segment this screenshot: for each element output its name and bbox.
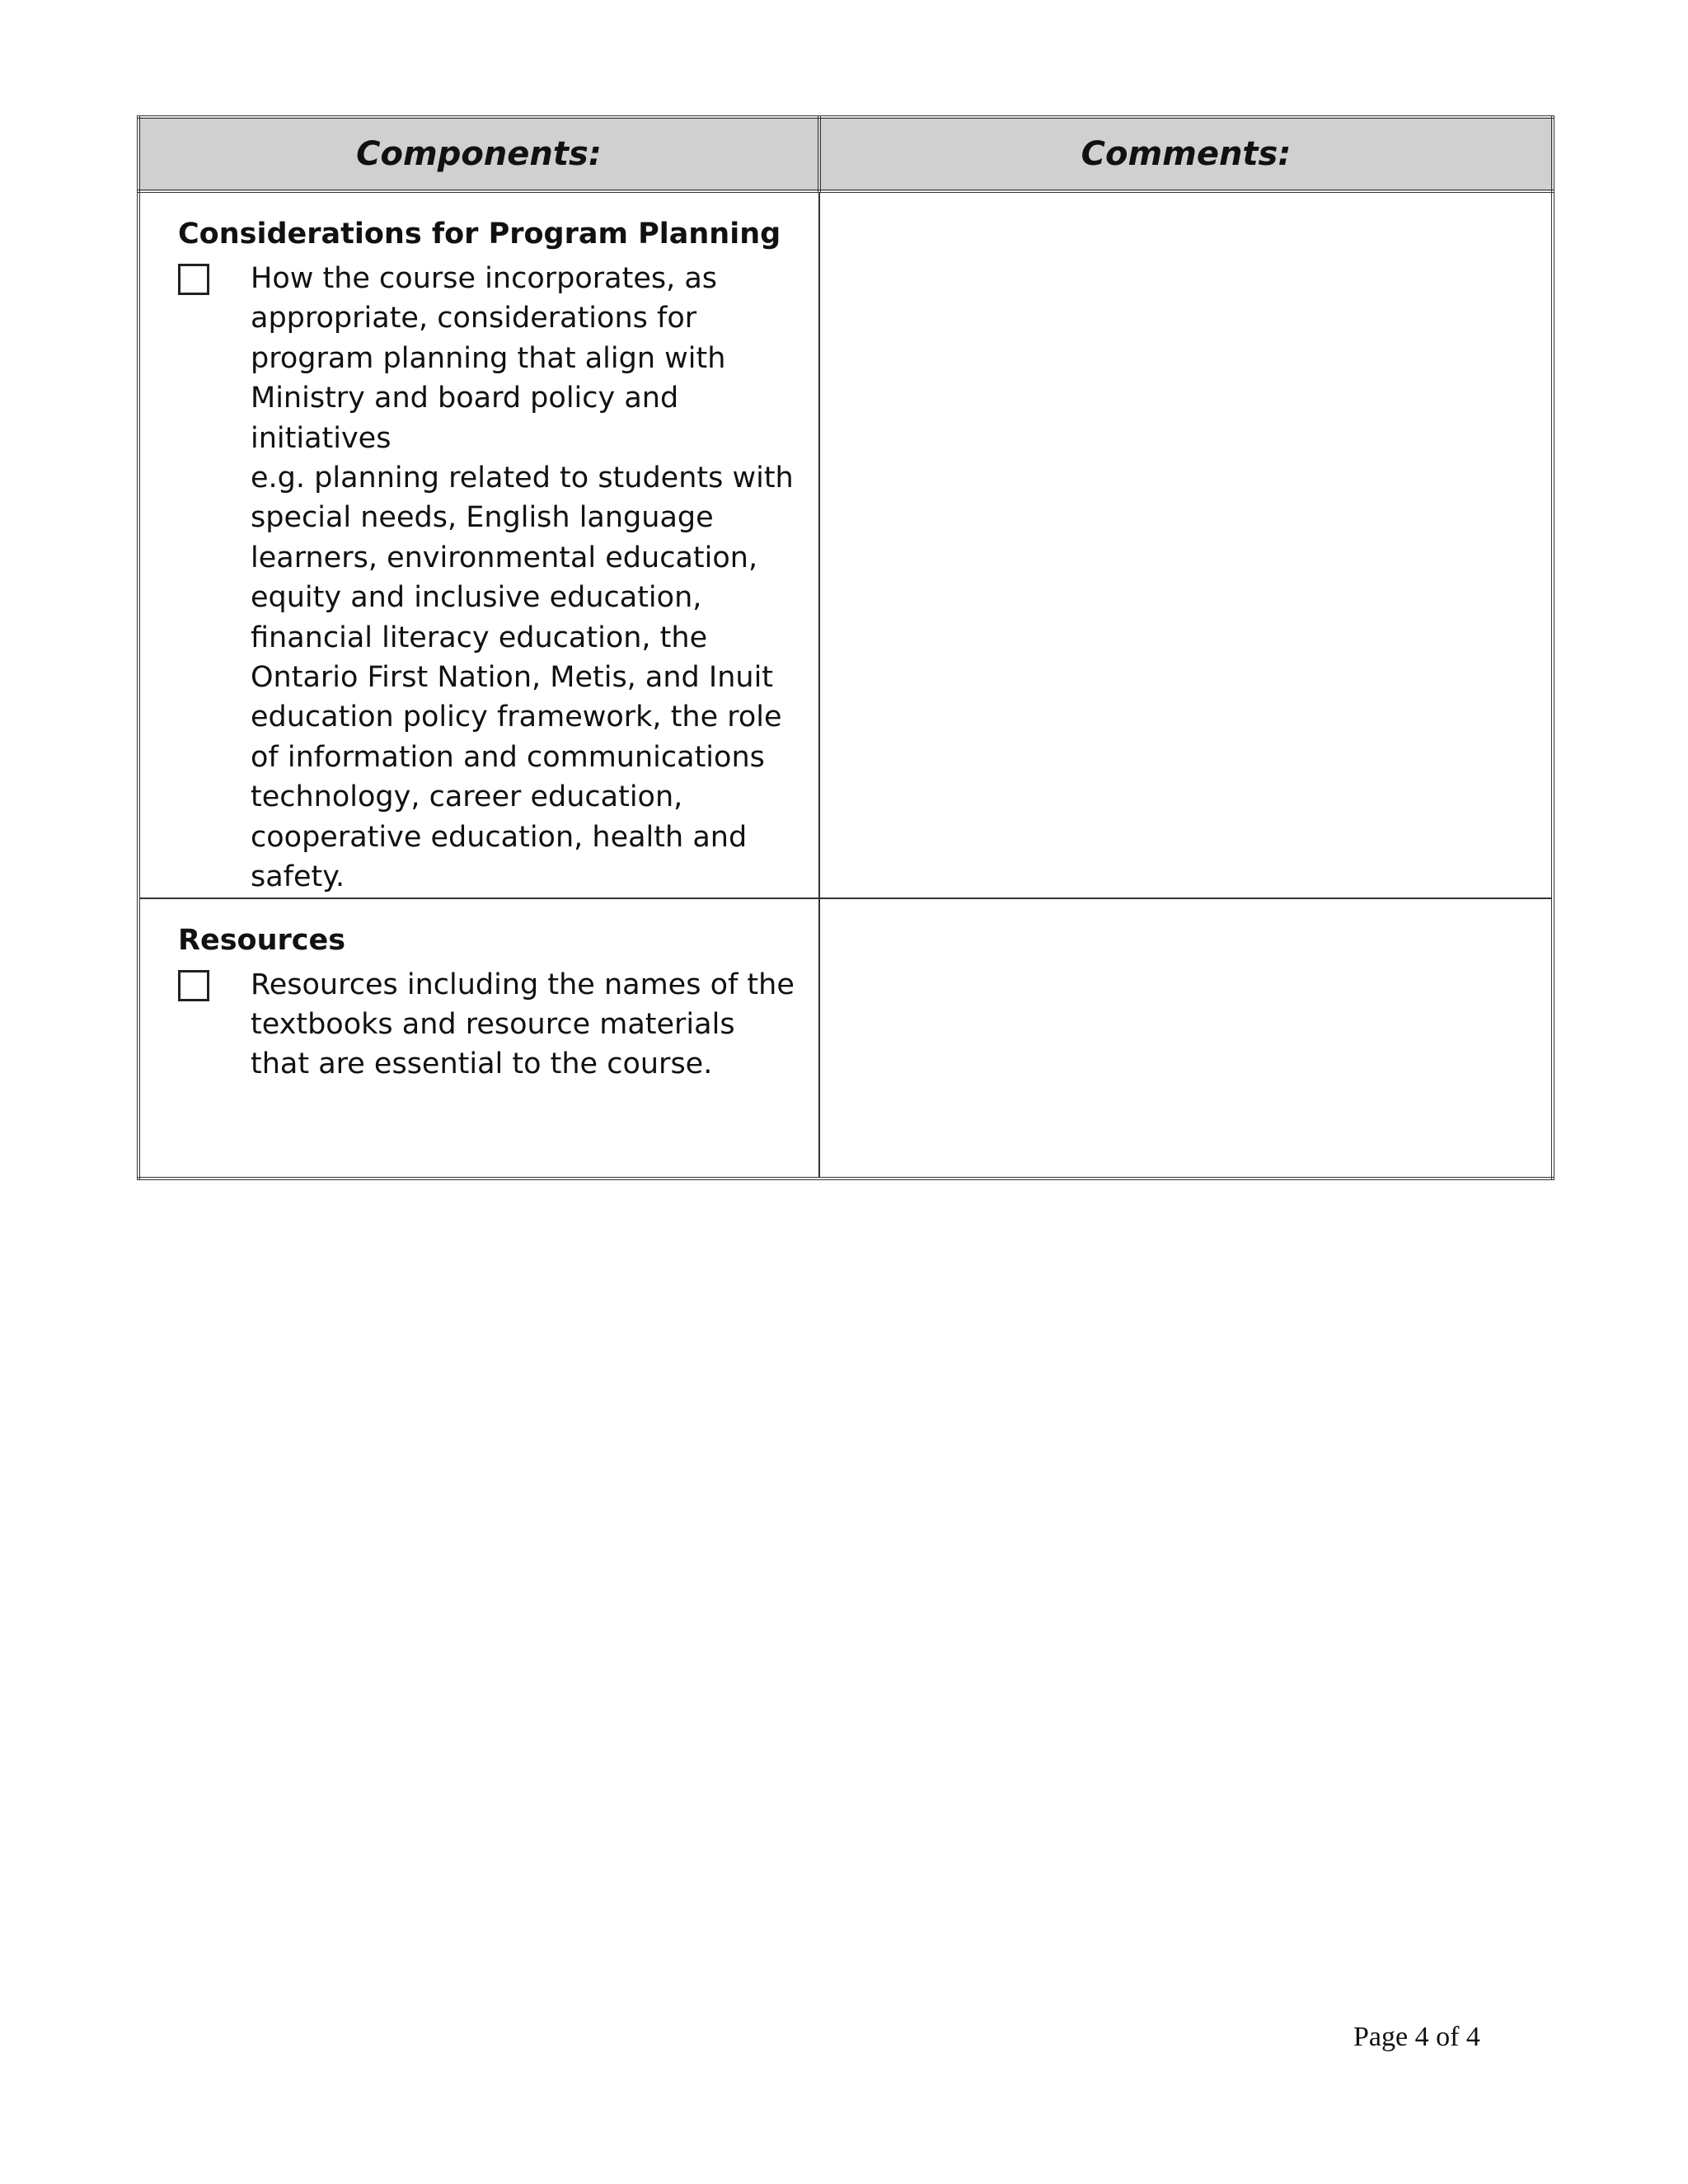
item-description: How the course incorporates, as appropriate, considerations for program planning that align with Ministry and board policy and initiatives bbox=[251, 262, 726, 455]
checklist-item-program-planning bbox=[178, 259, 802, 898]
table-header-row bbox=[138, 117, 1553, 191]
checklist-item-text bbox=[251, 259, 802, 898]
component-cell-resources bbox=[138, 898, 819, 1179]
component-cell-program-planning bbox=[138, 191, 819, 898]
checklist-item-resources bbox=[178, 965, 802, 1085]
checkbox-resources[interactable] bbox=[178, 970, 209, 1001]
checkbox-program-planning[interactable] bbox=[178, 264, 209, 295]
table-row bbox=[138, 898, 1553, 1179]
comments-cell-program-planning[interactable] bbox=[819, 191, 1553, 898]
table-row bbox=[138, 191, 1553, 898]
section-heading-program-planning: Considerations for Program Planning bbox=[178, 218, 781, 251]
page-number: Page 4 of 4 bbox=[1353, 2022, 1480, 2052]
comments-cell-resources[interactable] bbox=[819, 898, 1553, 1179]
components-header: Components: bbox=[138, 117, 819, 191]
item-example: e.g. planning related to students with special needs, English language learners, environmental education, equity and inclusive education, financial literacy education, the Ontario First Nation, Metis, and Inuit education policy framework, the role of information and communications technology, career education, cooperative education, health and safety. bbox=[251, 462, 794, 894]
components-comments-table bbox=[137, 115, 1554, 1180]
checklist-item-text: Resources including the names of the textbooks and resource materials that are essential to the course. bbox=[251, 968, 795, 1081]
comments-header: Comments: bbox=[819, 117, 1553, 191]
section-heading-resources: Resources bbox=[178, 923, 346, 957]
